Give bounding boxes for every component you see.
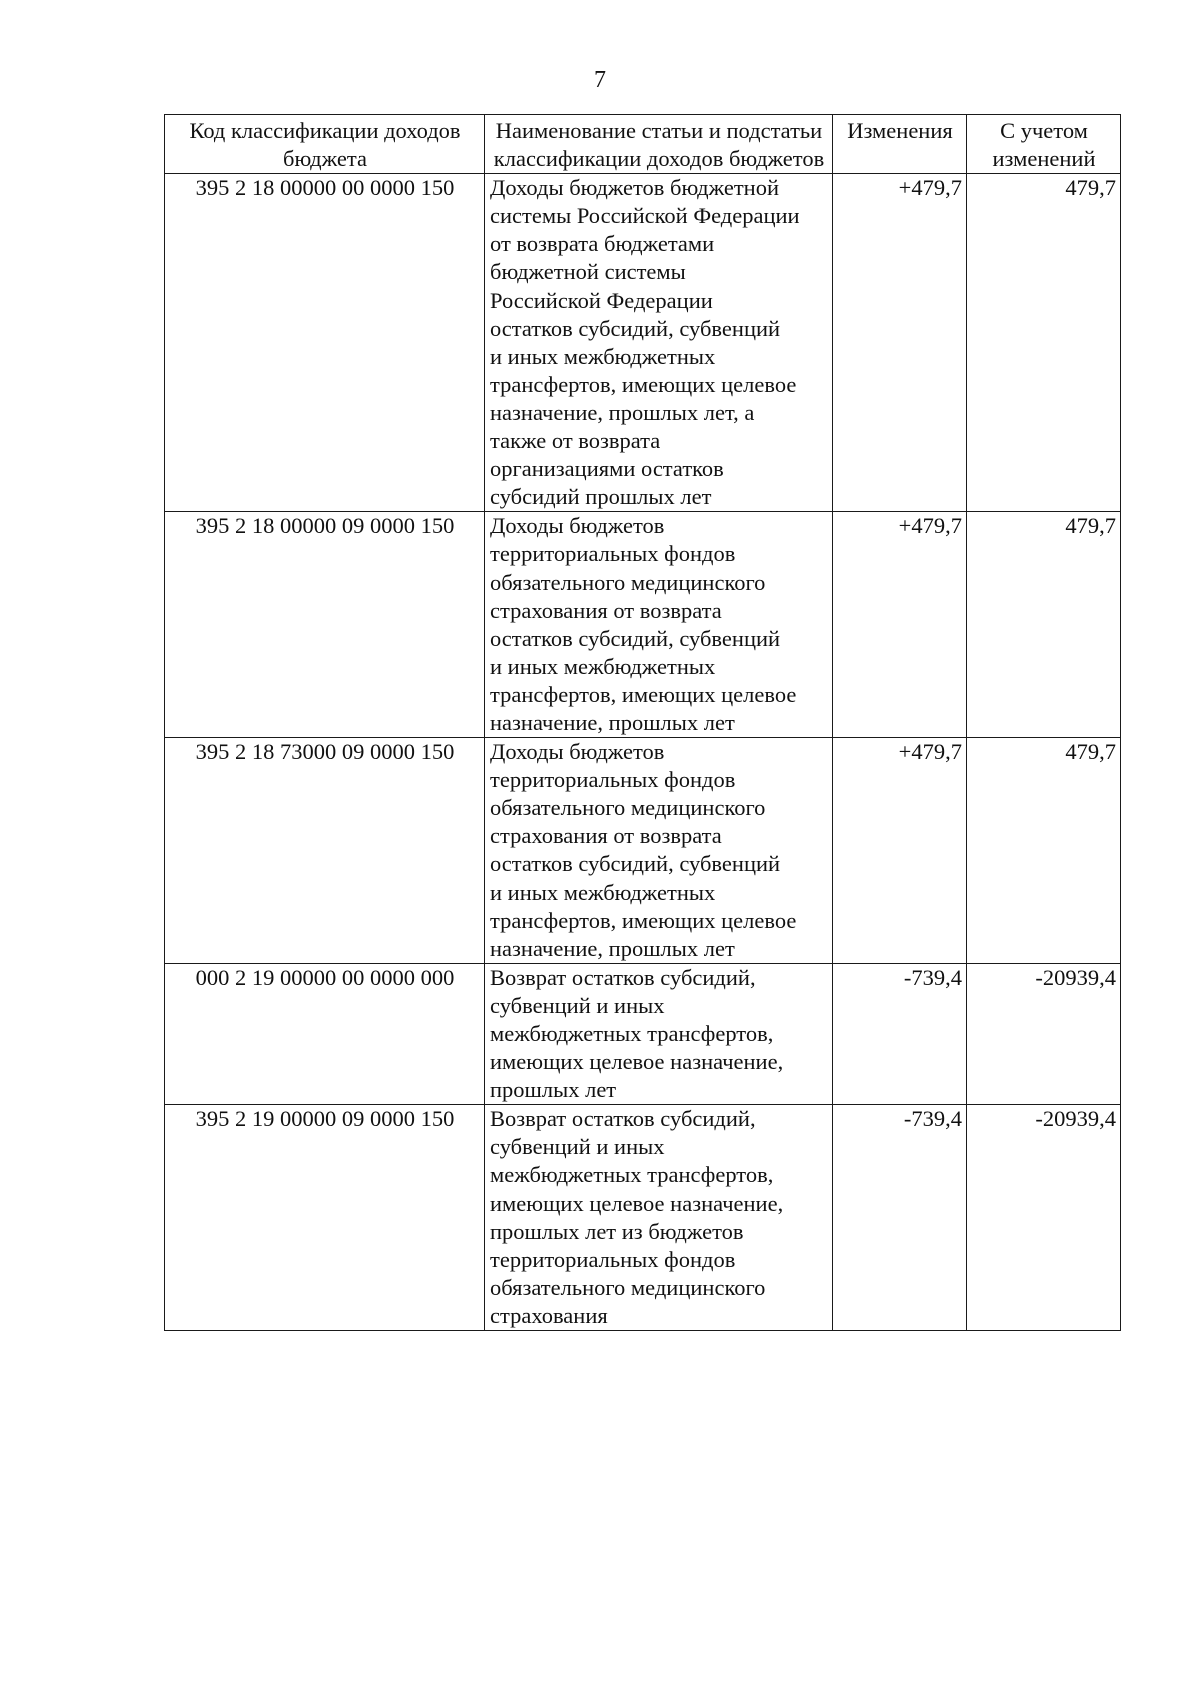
header-total: С учетом изменений	[967, 115, 1121, 174]
row-change: +479,7	[833, 512, 967, 738]
header-code: Код классификации доходов бюджета	[165, 115, 485, 174]
row-change: -739,4	[833, 1105, 967, 1331]
page-number: 7	[594, 67, 606, 93]
row-code: 395 2 18 00000 09 0000 150	[165, 512, 485, 738]
table-row	[165, 963, 1121, 1104]
row-total: -20939,4	[967, 1105, 1121, 1331]
row-name-text: Доходы бюджетов территориальных фондов обязательного медицинского страхования от возврата остатков субсидий, субвенций и иных межбюджетных трансфертов, имеющих целевое назначение, прошлых лет	[490, 739, 797, 961]
row-total: 479,7	[967, 738, 1121, 964]
row-code: 000 2 19 00000 00 0000 000	[165, 963, 485, 1104]
row-name	[485, 512, 833, 738]
row-name-text: Возврат остатков субсидий, субвенций и иных межбюджетных трансфертов, имеющих целевое назначение, прошлых лет из бюджетов территориальных фондов обязательного медицинского страхования	[490, 1106, 784, 1328]
table-header-row	[165, 115, 1121, 174]
header-name: Наименование статьи и подстатьи классификации доходов бюджетов	[485, 115, 833, 174]
row-total: 479,7	[967, 174, 1121, 512]
row-name	[485, 738, 833, 964]
row-code: 395 2 18 73000 09 0000 150	[165, 738, 485, 964]
table-row	[165, 738, 1121, 964]
row-name-text: Доходы бюджетов бюджетной системы Российской Федерации от возврата бюджетами бюджетной системы Российской Федерации остатков субсидий, субвенций и иных межбюджетных трансфертов, имеющих целевое назначение, прошлых лет, а также от возврата организациями остатков субсидий прошлых лет	[490, 175, 800, 510]
row-name	[485, 1105, 833, 1331]
header-change: Изменения	[833, 115, 967, 174]
row-change: -739,4	[833, 963, 967, 1104]
row-code: 395 2 18 00000 00 0000 150	[165, 174, 485, 512]
row-total: -20939,4	[967, 963, 1121, 1104]
row-code: 395 2 19 00000 09 0000 150	[165, 1105, 485, 1331]
row-name	[485, 963, 833, 1104]
row-name-text: Возврат остатков субсидий, субвенций и иных межбюджетных трансфертов, имеющих целевое назначение, прошлых лет	[490, 964, 784, 1103]
table-row	[165, 1105, 1121, 1331]
row-change: +479,7	[833, 738, 967, 964]
row-name	[485, 174, 833, 512]
row-total: 479,7	[967, 512, 1121, 738]
table-row	[165, 174, 1121, 512]
table-row	[165, 512, 1121, 738]
row-change: +479,7	[833, 174, 967, 512]
budget-revenue-table	[164, 114, 1121, 1331]
row-name-text: Доходы бюджетов территориальных фондов обязательного медицинского страхования от возврата остатков субсидий, субвенций и иных межбюджетных трансфертов, имеющих целевое назначение, прошлых лет	[490, 513, 797, 735]
